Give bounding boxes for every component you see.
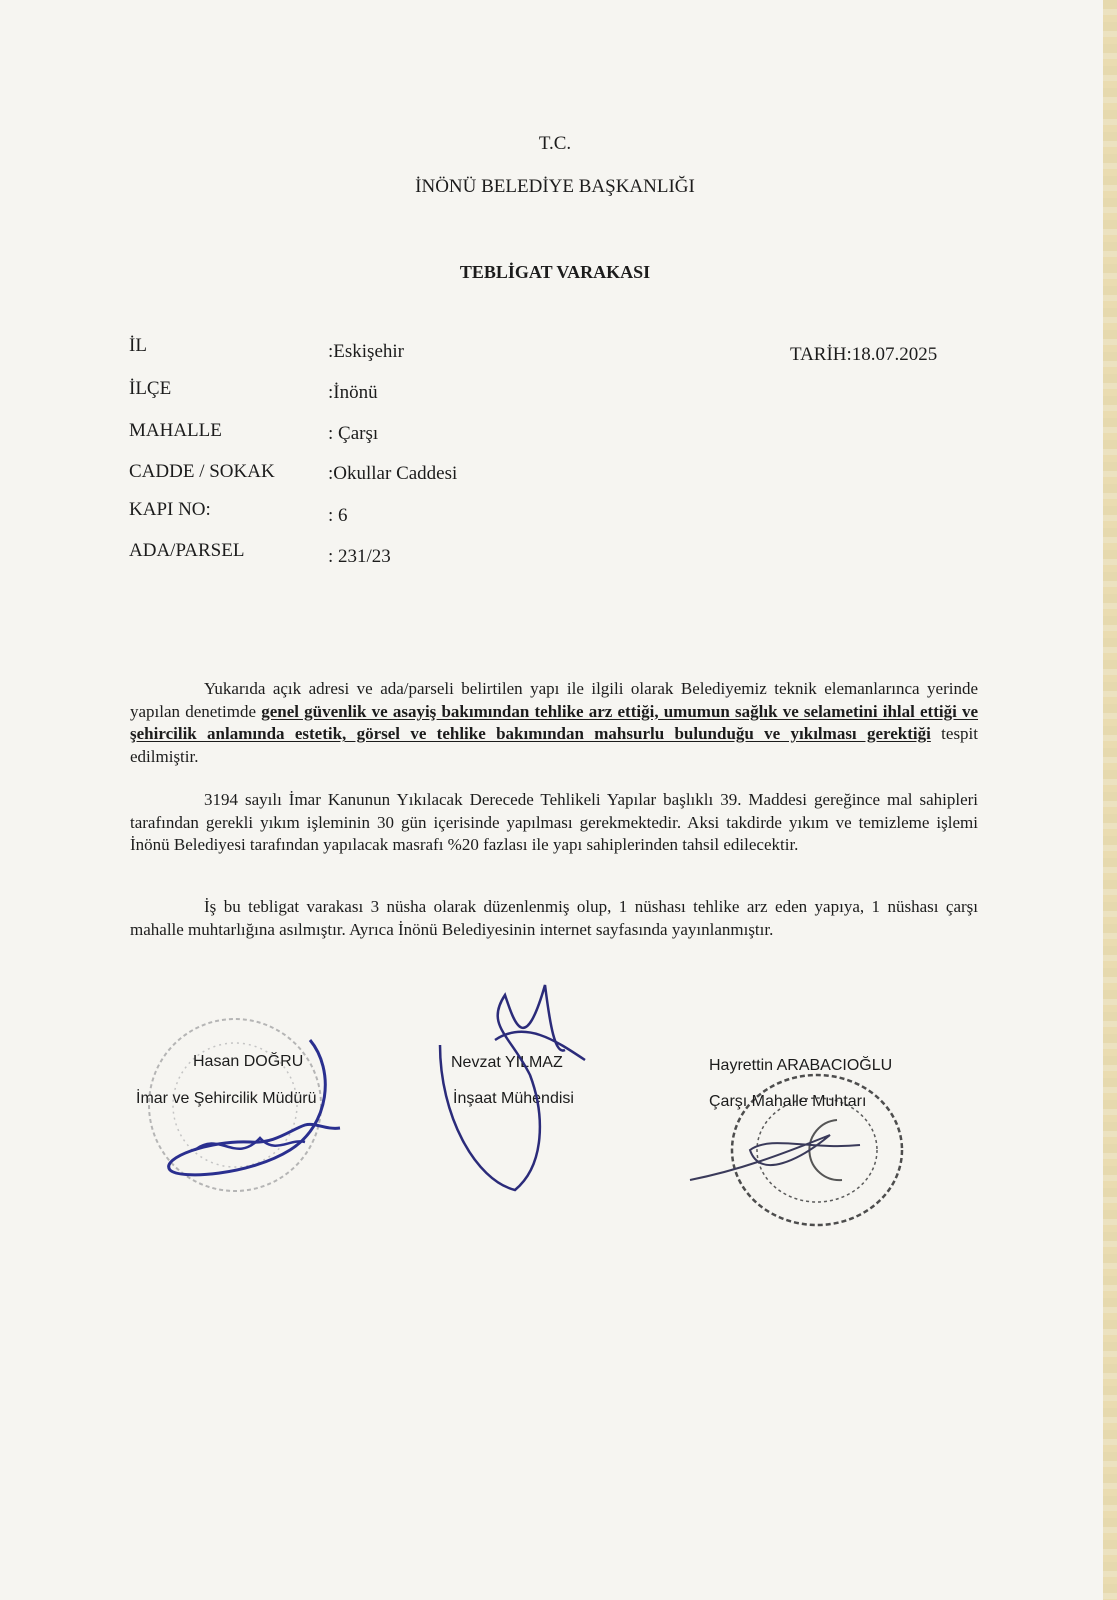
- findings-end: tespit edilmiştir.: [130, 724, 979, 766]
- signatory-3-name: Hayrettin ARABACIOĞLU: [709, 1057, 893, 1074]
- address-value-cadde: :Okullar Caddesi: [328, 463, 458, 484]
- findings-highlight: genel güvenlik ve asayiş bakımından tehlike arz ettiği, umumun sağlık ve selametini ihlal ettiği ve şehircilik anlamında estetik, görsel ve tehlike bakımından mahsurlu bulunduğu ve yıkılması gerektiği: [130, 701, 979, 743]
- scan-edge: [1103, 0, 1117, 1600]
- address-value-ada: : 231/23: [328, 546, 391, 567]
- signature-1: [140, 1030, 360, 1200]
- document-title: TEBLİGAT VARAKASI: [459, 262, 651, 282]
- address-label-ilce: İLÇE: [129, 378, 172, 399]
- address-value-kapi: : 6: [328, 505, 348, 526]
- paragraph-findings: [130, 678, 978, 768]
- legal-text: 3194 sayılı İmar Kanunun Yıkılacak Derecede Tehlikeli Yapılar başlıklı 39. Maddesi gereğince mal sahipleri tarafından gerekli yıkım işleminin 30 gün içerisinde yapılması gerekmektedir. Aksi takdirde yıkım ve temizleme işlemi İnönü Belediyesi tarafından yapılacak masrafı %20 fazlası ile yapı sahiplerinden tahsil edilecektir.: [130, 790, 978, 854]
- address-label-cadde: CADDE / SOKAK: [129, 461, 275, 482]
- document-date: TARİH:18.07.2025: [790, 344, 938, 365]
- signature-2: [435, 965, 615, 1195]
- signatory-1-name: Hasan DOĞRU: [193, 1053, 304, 1070]
- state-header: T.C.: [538, 133, 572, 154]
- signatory-1-title: İmar ve Şehircilik Müdürü: [136, 1090, 317, 1107]
- signatory-3-title: Çarşı Mahalle Muhtarı: [709, 1093, 867, 1110]
- address-value-il: :Eskişehir: [328, 341, 404, 362]
- address-value-ilce: :İnönü: [328, 382, 378, 403]
- address-label-il: İL: [129, 335, 147, 356]
- distribution-text: İş bu tebligat varakası 3 nüsha olarak düzenlenmiş olup, 1 nüshası tehlike arz eden yapıya, 1 nüshası çarşı mahalle muhtarlığına asılmıştır. Ayrıca İnönü Belediyesinin internet sayfasında yayınlanmıştır.: [130, 897, 978, 939]
- address-value-mahalle: : Çarşı: [328, 423, 379, 444]
- signature-3: [680, 1110, 880, 1190]
- paragraph-distribution: [130, 896, 978, 941]
- address-label-kapi: KAPI NO:: [129, 499, 211, 520]
- findings-text: Yukarıda açık adresi ve ada/parseli belirtilen yapı ile ilgili olarak Belediyemiz teknik elemanlarınca yerinde yapılan denetimde: [130, 679, 978, 721]
- organization-header: İNÖNÜ BELEDİYE BAŞKANLIĞI: [415, 176, 695, 197]
- address-label-ada: ADA/PARSEL: [129, 540, 245, 561]
- signatory-2-title: İnşaat Mühendisi: [453, 1090, 574, 1107]
- paragraph-legal: [130, 789, 978, 857]
- signatory-2-name: Nevzat YILMAZ: [451, 1054, 563, 1071]
- address-label-mahalle: MAHALLE: [129, 420, 222, 441]
